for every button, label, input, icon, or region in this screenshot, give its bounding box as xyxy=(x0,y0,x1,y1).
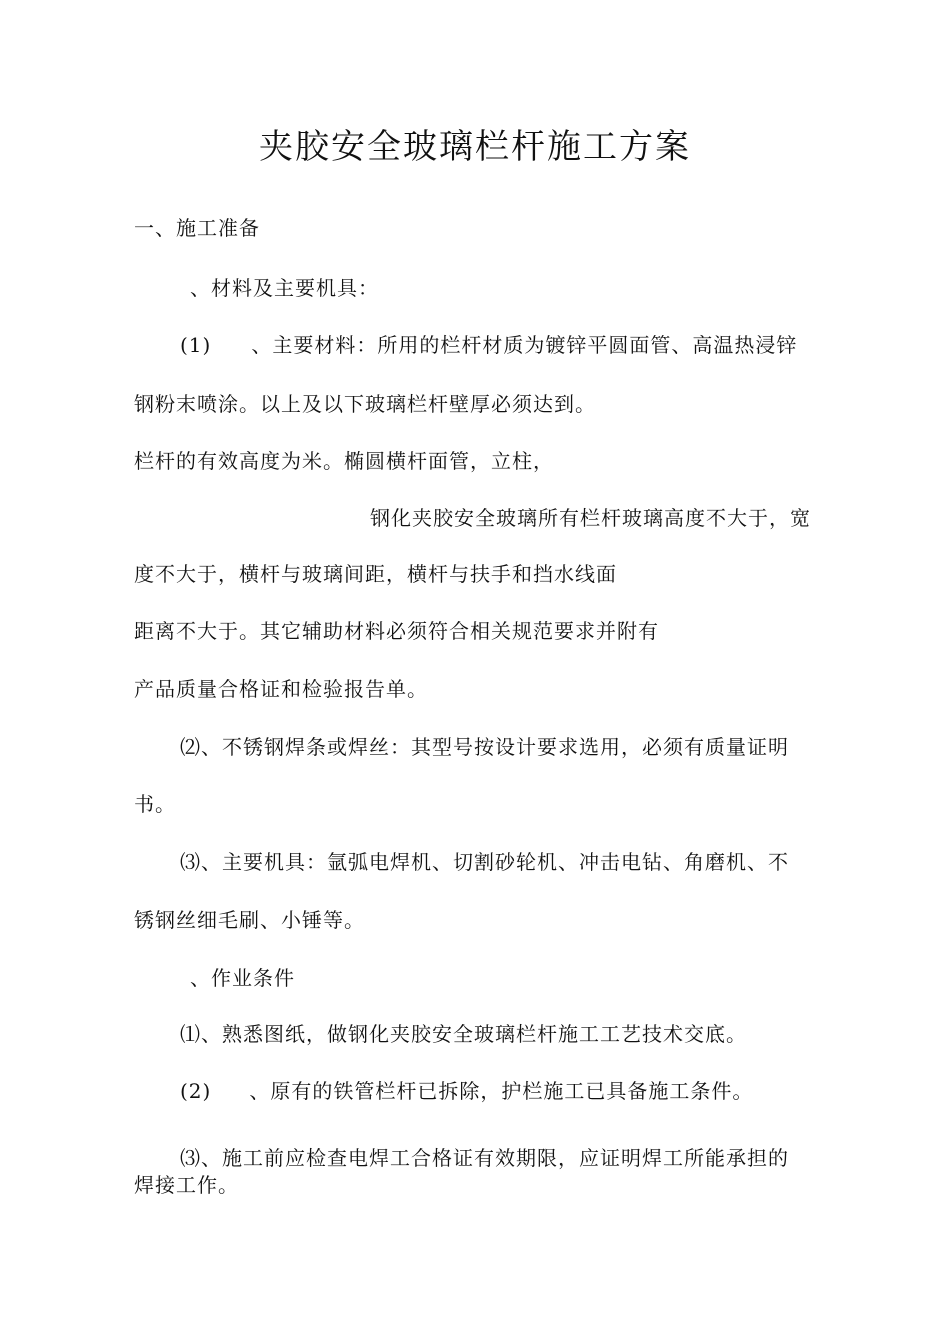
paragraph-line: ⑶、主要机具：氩弧电焊机、切割砂轮机、冲击电钻、角磨机、不 xyxy=(180,850,789,874)
paragraph-line: 书。 xyxy=(134,792,176,816)
page-title: 夹胶安全玻璃栏杆施工方案 xyxy=(259,127,691,167)
subsection-heading-conditions: 、作业条件 xyxy=(190,966,295,990)
item-text: 、原有的铁管栏杆已拆除，护栏施工已具备施工条件。 xyxy=(249,1079,754,1103)
paragraph-line: 产品质量合格证和检验报告单。 xyxy=(134,677,428,701)
paragraph-line xyxy=(180,1077,753,1105)
paragraph-line: 钢粉末喷涂。以上及以下玻璃栏杆壁厚必须达到。 xyxy=(134,392,596,416)
paragraph-line: ⑵、不锈钢焊条或焊丝：其型号按设计要求选用，必须有质量证明 xyxy=(180,735,789,759)
item-text: 、主要材料：所用的栏杆材质为镀锌平圆面管、高温热浸锌 xyxy=(251,333,798,357)
paragraph-line: ⑴、熟悉图纸，做钢化夹胶安全玻璃栏杆施工工艺技术交底。 xyxy=(180,1022,747,1046)
paragraph-line: 距离不大于。其它辅助材料必须符合相关规范要求并附有 xyxy=(134,619,659,643)
paragraph-line: ⑶、施工前应检查电焊工合格证有效期限，应证明焊工所能承担的 xyxy=(180,1146,789,1170)
paragraph-line: 钢化夹胶安全玻璃所有栏杆玻璃高度不大于，宽 xyxy=(370,506,811,530)
paragraph-line xyxy=(180,331,797,359)
paragraph-line: 栏杆的有效高度为米。椭圆横杆面管，立柱， xyxy=(134,449,554,473)
paragraph-line: 焊接工作。 xyxy=(134,1173,239,1197)
paragraph-line: 度不大于，横杆与玻璃间距，横杆与扶手和挡水线面 xyxy=(134,562,617,586)
paragraph-line: 锈钢丝细毛刷、小锤等。 xyxy=(134,908,365,932)
item-number: (2) xyxy=(180,1079,212,1103)
subsection-heading-materials: 、材料及主要机具： xyxy=(190,276,379,300)
item-number: (1) xyxy=(180,333,212,357)
section-heading: 一、施工准备 xyxy=(134,216,260,240)
